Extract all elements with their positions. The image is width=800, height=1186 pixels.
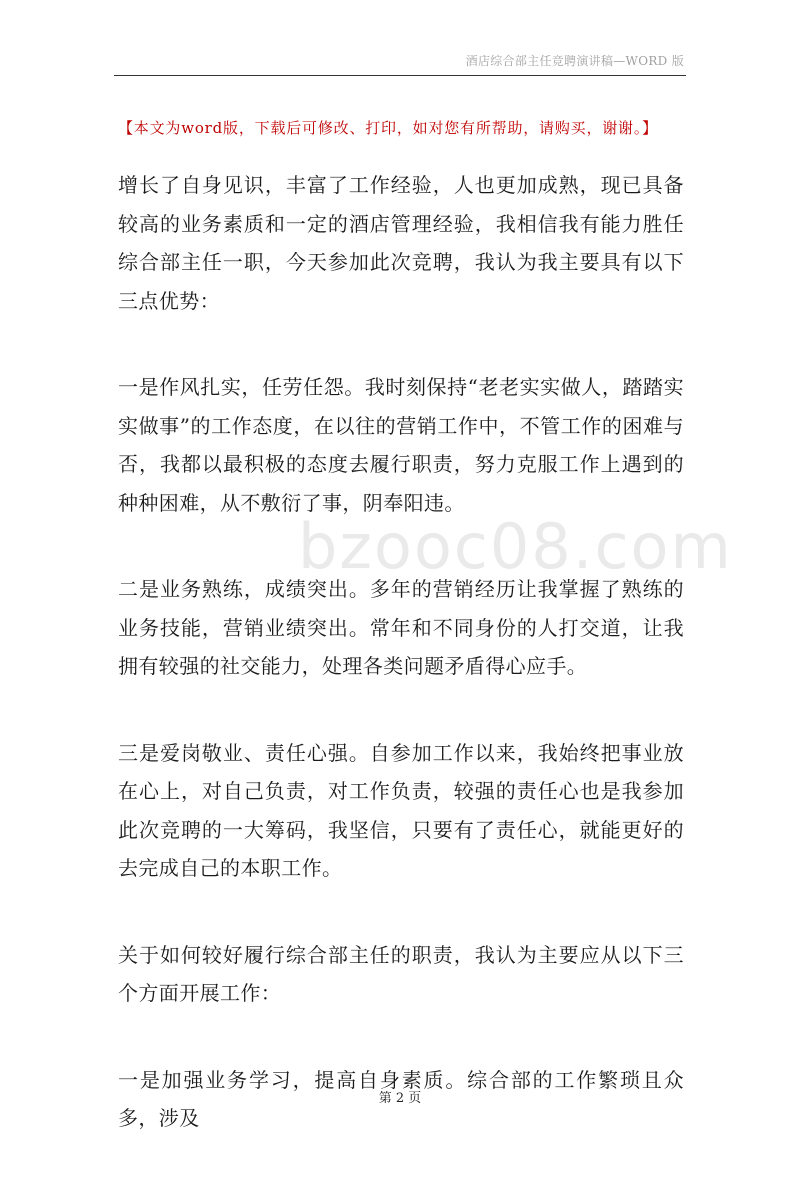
- header-title: 酒店综合部主任竞聘演讲稿—WORD 版: [465, 54, 684, 68]
- document-body: [118, 166, 684, 1186]
- watermark: bzooc08.com: [298, 510, 733, 583]
- purchase-notice: 【本文为word版，下载后可修改、打印，如对您有所帮助，请购买，谢谢。】: [118, 119, 658, 137]
- paragraph-advantage-1: 一是作风扎实，任劳任怨。我时刻保持“老老实实做人，踏踏实实做事”的工作态度，在以往的营销工作中，不管工作的困难与否，我都以最积极的态度去履行职责，努力克服工作上遇到的种种困难，从不敷衍了事，阴奉阳违。: [118, 375, 684, 515]
- paragraph-duty-1: 一是加强业务学习，提高自身素质。综合部的工作繁琐且众多，涉及: [118, 1067, 684, 1130]
- paragraph-advantage-2: 二是业务熟练，成绩突出。多年的营销经历让我掌握了熟练的业务技能，营销业绩突出。常年和不同身份的人打交道，让我拥有较强的社交能力，处理各类问题矛盾得心应手。: [118, 577, 684, 678]
- header-divider: [114, 75, 686, 76]
- paragraph-duties-intro: 关于如何较好履行综合部主任的职责，我认为主要应从以下三个方面开展工作：: [118, 942, 684, 1005]
- paragraph-advantage-3: 三是爱岗敬业、责任心强。自参加工作以来，我始终把事业放在心上，对自己负责，对工作负责，较强的责任心也是我参加此次竞聘的一大筹码，我坚信，只要有了责任心，就能更好的去完成自己的本职工作。: [118, 740, 684, 880]
- page-number: 第 2 页: [378, 1091, 422, 1106]
- page-header: [0, 0, 800, 80]
- paragraph-intro: 增长了自身见识，丰富了工作经验，人也更加成熟，现已具备较高的业务素质和一定的酒店管理经验，我相信我有能力胜任综合部主任一职，今天参加此次竞聘，我认为我主要具有以下三点优势：: [118, 173, 684, 313]
